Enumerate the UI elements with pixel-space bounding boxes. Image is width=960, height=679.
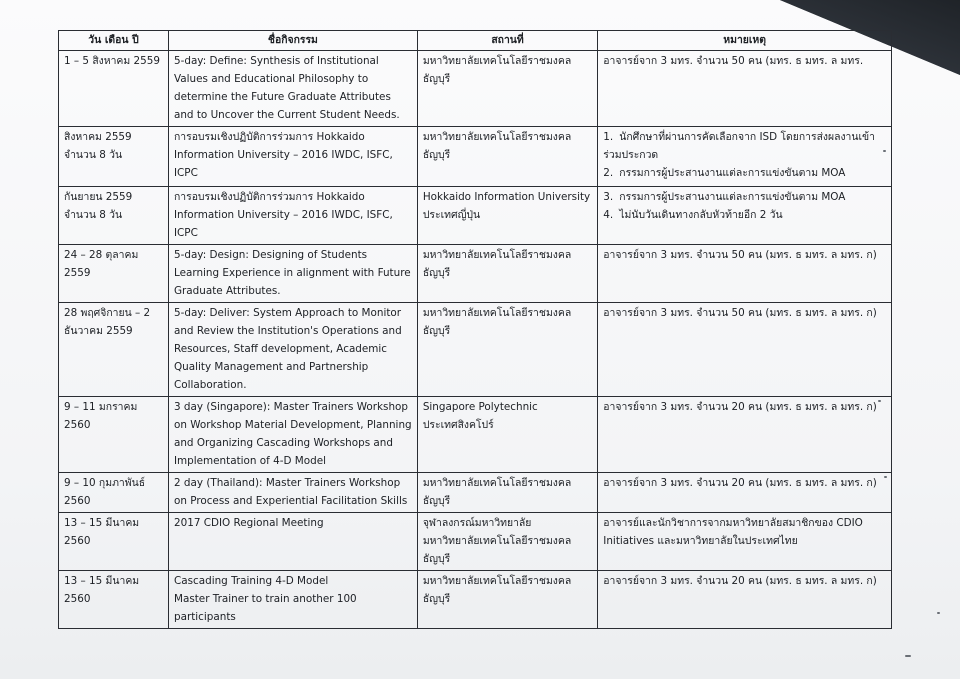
table-row: [59, 127, 892, 187]
note-item: 3. กรรมการผู้ประสานงานแต่ละการแข่งขันตาม MOA: [603, 191, 846, 203]
header-place: สถานที่: [417, 31, 597, 51]
header-activity: ชื่อกิจกรรม: [168, 31, 417, 51]
table-header-row: [59, 31, 892, 51]
table-row: [59, 571, 892, 629]
row-place: Singapore Polytechnic ประเทศสิงคโปร์: [417, 397, 597, 473]
activity-schedule-table: [58, 30, 892, 629]
row-activity: 3 day (Singapore): Master Trainers Workshop on Workshop Material Development, Planning and Organizing Cascading Workshops and Implementation of 4-D Model: [168, 397, 417, 473]
row-place: มหาวิทยาลัยเทคโนโลยีราชมงคลธัญบุรี: [417, 571, 597, 629]
note-item: 4. ไม่นับวันเดินทางกลับหัวท้ายอีก 2 วัน: [603, 209, 783, 221]
row-note: อาจารย์และนักวิชาการจากมหาวิทยาลัยสมาชิกของ CDIO Initiatives และมหาวิทยาลัยในประเทศไทย: [598, 513, 892, 571]
row-note-list: [598, 127, 892, 187]
row-note: อาจารย์จาก 3 มทร. จำนวน 20 คน (มทร. ธ มทร. ล มทร. ก): [598, 397, 892, 473]
row-note: อาจารย์จาก 3 มทร. จำนวน 20 คน (มทร. ธ มทร. ล มทร. ก): [598, 473, 892, 513]
row-date: 9 – 11 มกราคม 2560: [59, 397, 169, 473]
header-note: หมายเหตุ: [598, 31, 892, 51]
row-activity: การอบรมเชิงปฏิบัติการร่วมการ Hokkaido Information University – 2016 IWDC, ISFC, ICPC: [168, 127, 417, 187]
header-date: วัน เดือน ปี: [59, 31, 169, 51]
row-note: อาจารย์จาก 3 มทร. จำนวน 50 คน (มทร. ธ มทร. ล มทร. ก): [598, 245, 892, 303]
note-item: 2. กรรมการผู้ประสานงานแต่ละการแข่งขันตาม MOA: [603, 167, 846, 179]
row-place: มหาวิทยาลัยเทคโนโลยีราชมงคลธัญบุรี: [417, 303, 597, 397]
row-note: อาจารย์จาก 3 มทร. จำนวน 50 คน (มทร. ธ มทร. ล มทร.: [598, 51, 892, 127]
row-date: 13 – 15 มีนาคม 2560: [59, 513, 169, 571]
row-date: 28 พฤศจิกายน – 2 ธันวาคม 2559: [59, 303, 169, 397]
row-place: มหาวิทยาลัยเทคโนโลยีราชมงคลธัญบุรี: [417, 473, 597, 513]
table-row: [59, 51, 892, 127]
row-date: 13 – 15 มีนาคม 2560: [59, 571, 169, 629]
row-note-list: [598, 187, 892, 245]
scan-speck: [937, 612, 940, 614]
row-note: อาจารย์จาก 3 มทร. จำนวน 20 คน (มทร. ธ มทร. ล มทร. ก): [598, 571, 892, 629]
row-place: Hokkaido Information University ประเทศญี่ปุ่น: [417, 187, 597, 245]
row-date: 1 – 5 สิงหาคม 2559: [59, 51, 169, 127]
row-activity: การอบรมเชิงปฏิบัติการร่วมการ Hokkaido Information University – 2016 IWDC, ISFC, ICPC: [168, 187, 417, 245]
scan-speck: [878, 400, 881, 402]
scan-speck: [884, 476, 887, 478]
row-place: มหาวิทยาลัยเทคโนโลยีราชมงคลธัญบุรี: [417, 127, 597, 187]
table-row: [59, 513, 892, 571]
note-item: 1. นักศึกษาที่ผ่านการคัดเลือกจาก ISD โดยการส่งผลงานเข้าร่วมประกวด: [603, 131, 875, 161]
row-date: กันยายน 2559 จำนวน 8 วัน: [59, 187, 169, 245]
table-row: [59, 187, 892, 245]
scan-speck: [883, 150, 886, 152]
row-activity: 5-day: Deliver: System Approach to Monitor and Review the Institution's Operations and Resources, Staff development, Academic Quality Management and Partnership Collaboration.: [168, 303, 417, 397]
row-date: 24 – 28 ตุลาคม 2559: [59, 245, 169, 303]
row-date: สิงหาคม 2559 จำนวน 8 วัน: [59, 127, 169, 187]
row-note: อาจารย์จาก 3 มทร. จำนวน 50 คน (มทร. ธ มทร. ล มทร. ก): [598, 303, 892, 397]
row-place: มหาวิทยาลัยเทคโนโลยีราชมงคลธัญบุรี: [417, 245, 597, 303]
table-row: [59, 303, 892, 397]
row-place: มหาวิทยาลัยเทคโนโลยีราชมงคลธัญบุรี: [417, 51, 597, 127]
scan-speck: [905, 655, 911, 657]
row-place: จุฬาลงกรณ์มหาวิทยาลัย มหาวิทยาลัยเทคโนโลยีราชมงคลธัญบุรี: [417, 513, 597, 571]
row-activity: Cascading Training 4-D Model Master Trainer to train another 100 participants: [168, 571, 417, 629]
table-row: [59, 473, 892, 513]
row-activity: 2017 CDIO Regional Meeting: [168, 513, 417, 571]
row-date: 9 – 10 กุมภาพันธ์ 2560: [59, 473, 169, 513]
row-activity: 5-day: Design: Designing of Students Learning Experience in alignment with Future Graduate Attributes.: [168, 245, 417, 303]
table-row: [59, 397, 892, 473]
table-row: [59, 245, 892, 303]
row-activity: 2 day (Thailand): Master Trainers Workshop on Process and Experiential Facilitation Skills: [168, 473, 417, 513]
row-activity: 5-day: Define: Synthesis of Institutional Values and Educational Philosophy to determine the Future Graduate Attributes and to Uncover the Current Student Needs.: [168, 51, 417, 127]
